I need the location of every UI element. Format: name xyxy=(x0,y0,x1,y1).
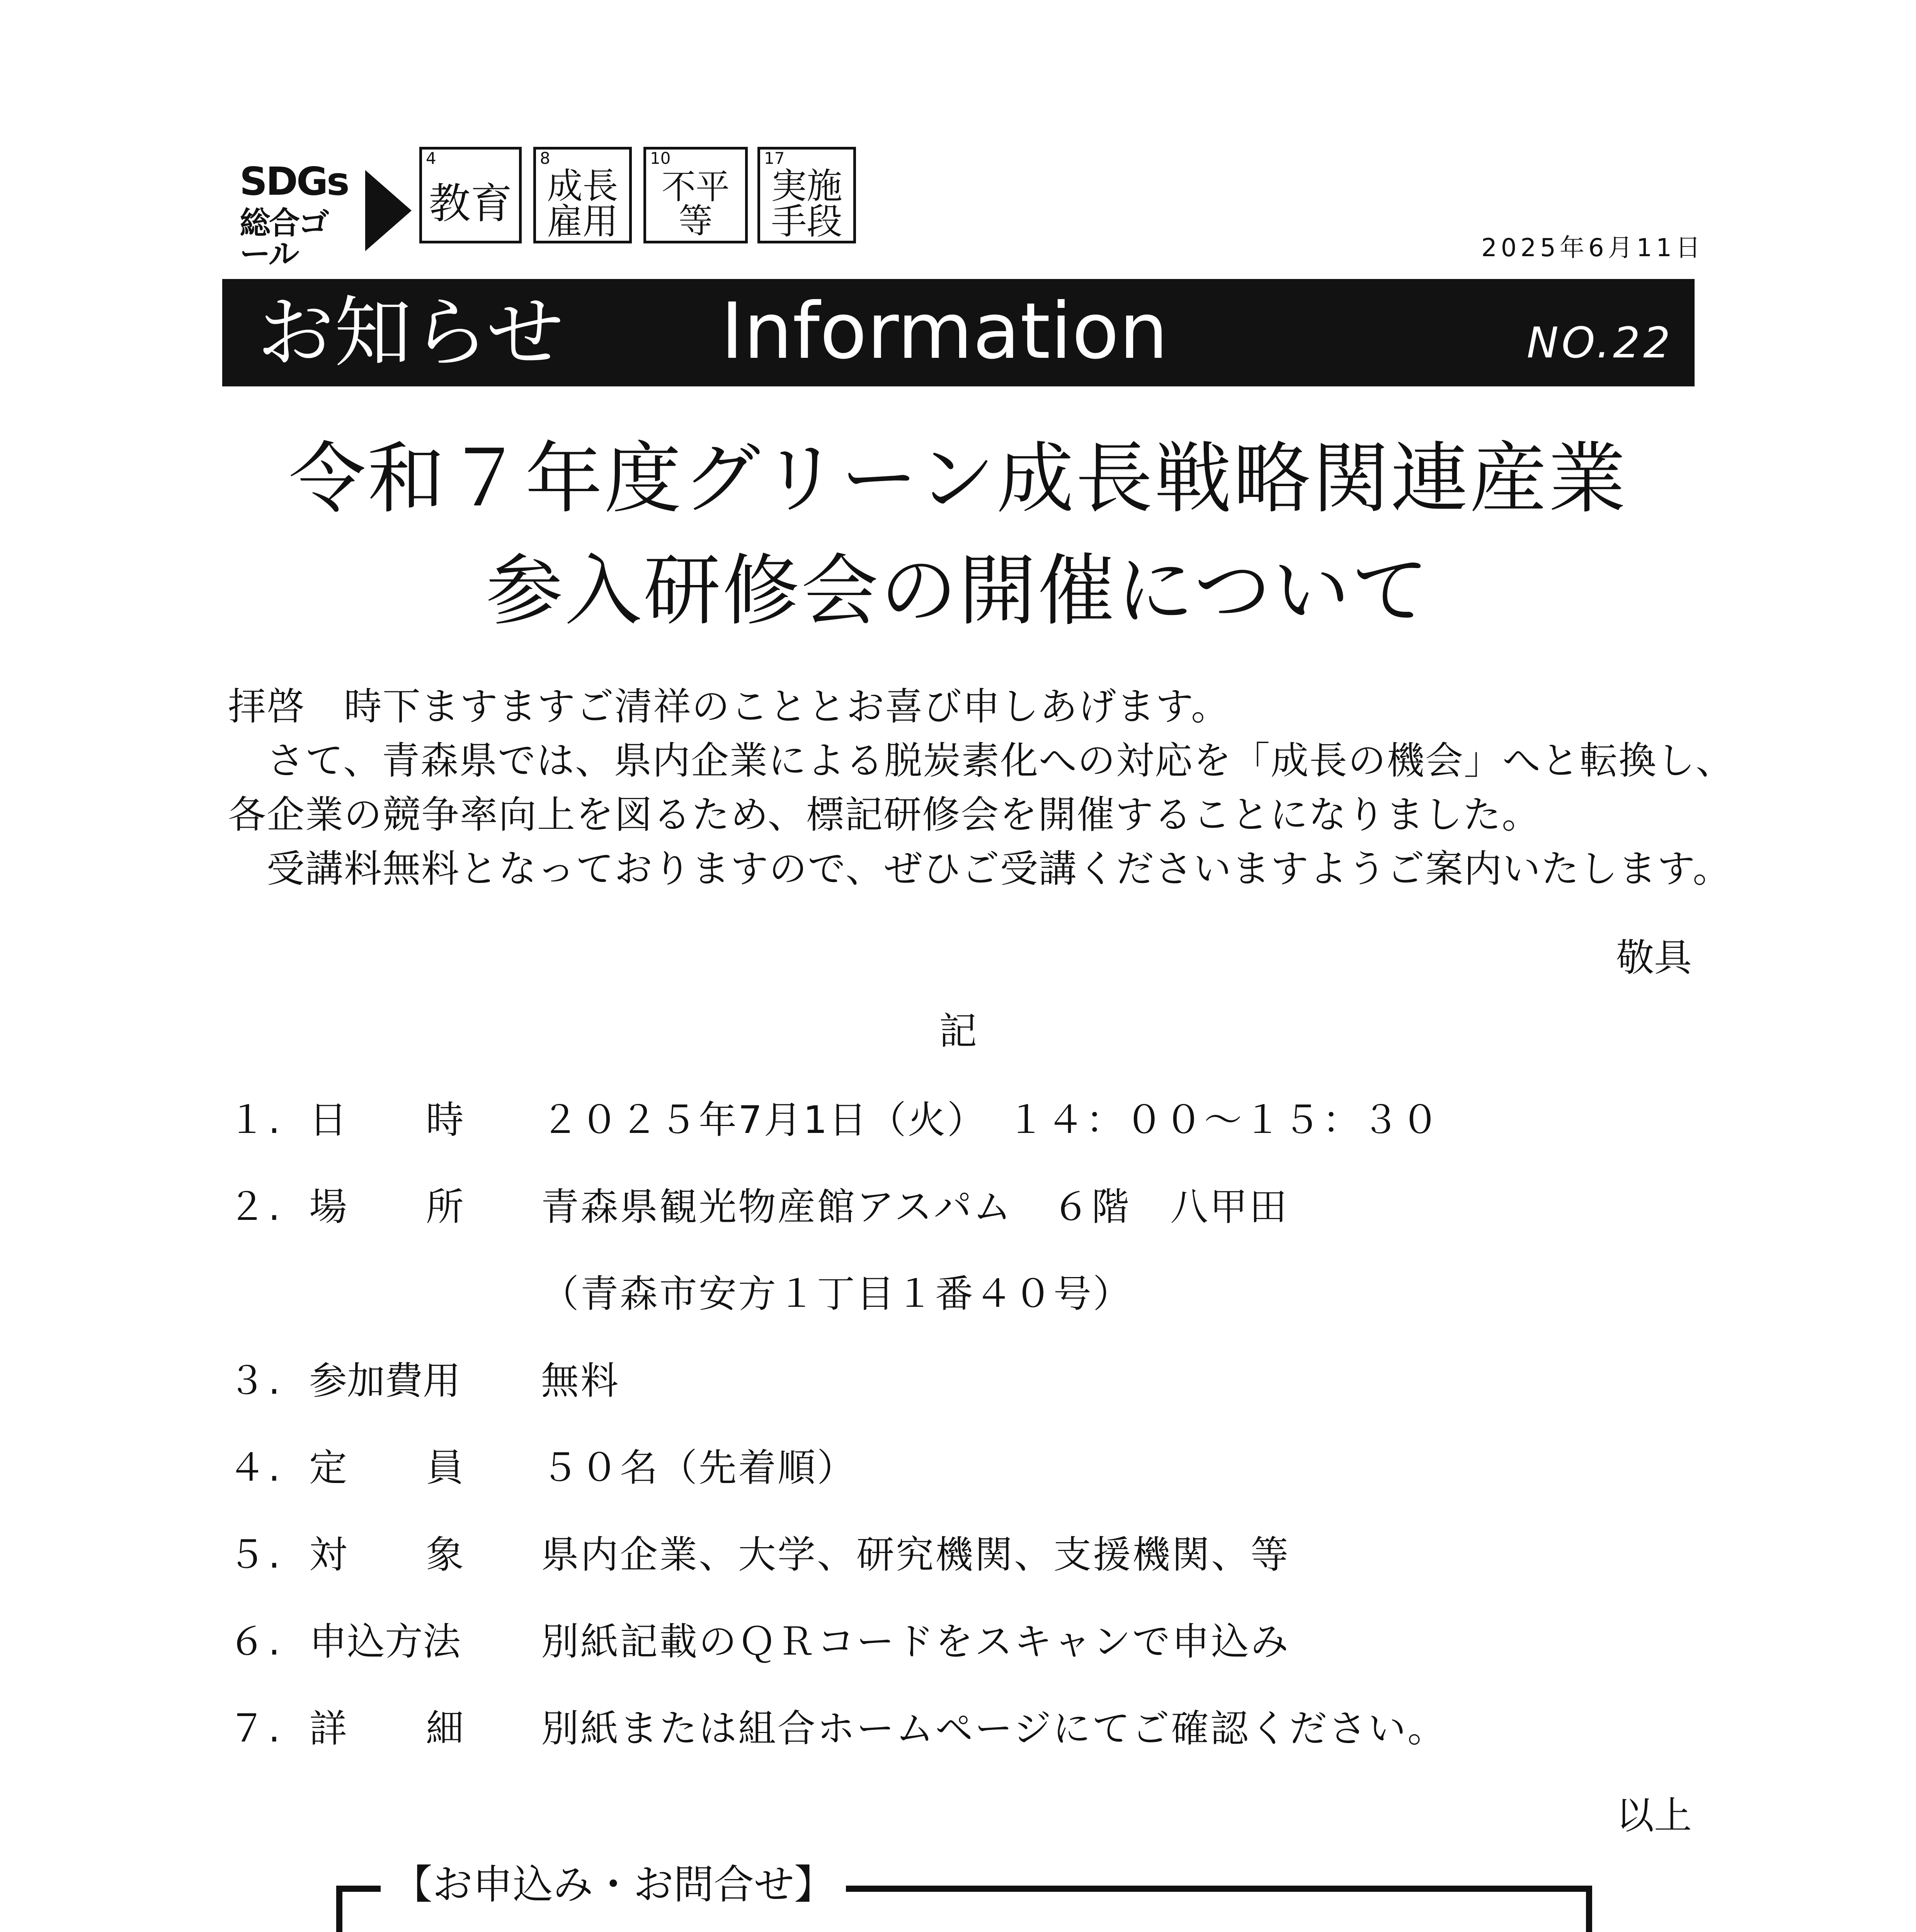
item-label-char: 員 xyxy=(425,1446,464,1490)
body-line: さて、青森県では、県内企業による脱炭素化への対応を「成長の機会」へと転換し、 xyxy=(228,739,1735,783)
item-label-char: 対 xyxy=(309,1533,347,1577)
item-number: ７. xyxy=(228,1707,283,1751)
body-line: 受講料無料となっておりますので、ぜひご受講くださいますようご案内いたします。 xyxy=(228,847,1732,891)
item-label-char: 定 xyxy=(309,1446,347,1490)
item-label xyxy=(309,1707,464,1751)
item-value-fee: 無料 xyxy=(541,1359,620,1403)
item-value-venue: 青森県観光物産館アスパム ６階 八甲田 xyxy=(541,1185,1289,1229)
sdgs-goal-label: 成長雇用 xyxy=(547,165,618,242)
sdgs-goal-label: 不平等 xyxy=(661,167,730,241)
item-label xyxy=(309,1446,464,1490)
sdgs-goal-number: 4 xyxy=(426,149,436,168)
sdgs-goal-label: 教育 xyxy=(429,180,512,228)
item-label-text: 申込方法 xyxy=(309,1620,461,1664)
sdgs-goal-8 xyxy=(533,147,632,243)
banner-title-jp: お知らせ xyxy=(257,288,564,378)
sdgs-arrow-icon xyxy=(365,170,412,251)
closing-keigu: 敬具 xyxy=(1616,936,1692,980)
item-number: ４. xyxy=(228,1446,283,1490)
item-value-details: 別紙または組合ホームページにてご確認ください。 xyxy=(541,1707,1447,1751)
item-number: ２. xyxy=(228,1185,283,1229)
item-label-char: 日 xyxy=(309,1098,347,1142)
contact-title: 【お申込み・お問合せ】 xyxy=(381,1862,846,1906)
item-value-application: 別紙記載のＱＲコードをスキャンで申込み xyxy=(541,1620,1290,1664)
item-label-char: 時 xyxy=(425,1098,464,1142)
item-label-char: 所 xyxy=(425,1185,464,1229)
banner-issue-number: NO.22 xyxy=(1526,318,1673,367)
page-title-line2: 参入研修会の開催について xyxy=(485,546,1430,636)
greeting: 拝啓 時下ますますご清祥のこととお喜び申しあげます。 xyxy=(228,685,1230,729)
item-label xyxy=(309,1359,464,1403)
item-label-char: 細 xyxy=(425,1707,464,1751)
sdgs-goal-10 xyxy=(643,147,748,243)
sdgs-goal-number: 17 xyxy=(764,149,785,168)
sdgs-goal-17 xyxy=(757,147,856,243)
banner-title-en: Information xyxy=(721,286,1168,376)
item-number: ６. xyxy=(228,1620,283,1664)
sdgs-goal-number: 10 xyxy=(650,149,671,168)
sdgs-label-line1: SDGs xyxy=(240,159,348,204)
item-value-datetime: ２０２５年7月1日（火） １４：００〜１５：３０ xyxy=(541,1098,1441,1142)
sdgs-goal-label: 実施手段 xyxy=(771,165,842,242)
item-label xyxy=(309,1620,464,1664)
item-number: １. xyxy=(228,1098,283,1142)
document-date: 2025年6月11日 xyxy=(1481,234,1704,262)
page-title-line1: 令和７年度グリーン成長戦略関連産業 xyxy=(288,434,1627,524)
body-line: 各企業の競争率向上を図るため、標記研修会を開催することになりました。 xyxy=(228,793,1541,837)
item-value-target: 県内企業、大学、研究機関、支援機関、等 xyxy=(541,1533,1290,1577)
item-label-char: 場 xyxy=(309,1185,347,1229)
item-number: ３. xyxy=(228,1359,283,1403)
item-number: ５. xyxy=(228,1533,283,1577)
item-label xyxy=(309,1533,464,1577)
item-label xyxy=(309,1098,464,1142)
sdgs-goal-number: 8 xyxy=(540,149,550,168)
sdgs-label-line2: 総合ゴール xyxy=(240,205,328,272)
information-banner xyxy=(222,279,1695,386)
item-label-text: 参加費用 xyxy=(309,1359,461,1403)
end-mark: 以上 xyxy=(1616,1794,1692,1838)
item-label-char: 詳 xyxy=(309,1707,347,1751)
item-value-capacity: ５０名（先着順） xyxy=(541,1446,857,1490)
item-label-char: 象 xyxy=(425,1533,464,1577)
ki-heading: 記 xyxy=(939,1009,977,1053)
item-label xyxy=(309,1185,464,1229)
sdgs-goal-4 xyxy=(419,147,522,243)
venue-address: （青森市安方１丁目１番４０号） xyxy=(541,1272,1133,1316)
sdgs-label xyxy=(240,159,356,272)
